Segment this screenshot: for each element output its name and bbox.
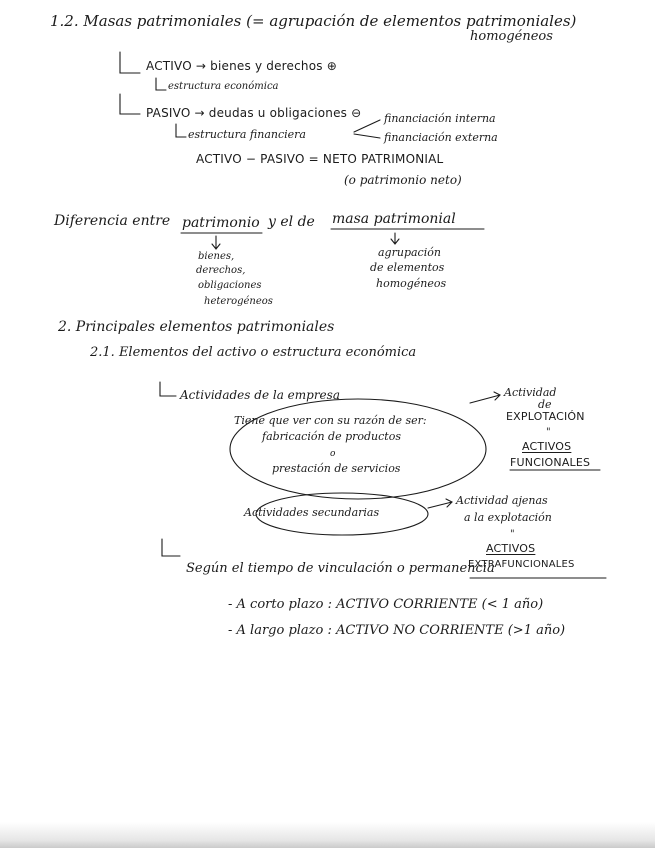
col2-line2: de elementos bbox=[370, 261, 445, 274]
razon-2: fabricación de productos bbox=[262, 430, 401, 443]
section-1-2-title-cont: homogéneos bbox=[470, 29, 553, 44]
col1-line3: obligaciones bbox=[198, 280, 262, 291]
formula: ACTIVO − PASIVO = NETO PATRIMONIAL bbox=[196, 152, 444, 166]
tiempo: Según el tiempo de vinculación o permanencia bbox=[186, 561, 495, 576]
difference-term1: patrimonio bbox=[182, 215, 260, 231]
arrow-ajenas bbox=[428, 499, 452, 508]
difference-middle: y el de bbox=[268, 214, 315, 230]
formula-note: (o patrimonio neto) bbox=[344, 173, 462, 187]
section-2-1-title: 2.1. Elementos del activo o estructura económica bbox=[90, 345, 417, 360]
col2-line3: homogéneos bbox=[376, 277, 447, 290]
eq-2: " bbox=[510, 529, 515, 540]
pasivo-sub-hook bbox=[176, 124, 186, 137]
corto-plazo: - A corto plazo : ACTIVO CORRIENTE (< 1 año) bbox=[228, 597, 544, 612]
arrow-down-1 bbox=[212, 236, 220, 249]
fin-arrow-down bbox=[354, 134, 380, 138]
activos-extra-1: ACTIVOS bbox=[486, 542, 536, 555]
fin-externa: financiación externa bbox=[384, 131, 498, 144]
col1-line1: bienes, bbox=[198, 251, 235, 262]
activos-func-1: ACTIVOS bbox=[522, 440, 572, 453]
pasivo-line: PASIVO → deudas u obligaciones ⊖ bbox=[146, 106, 362, 120]
activo-hook bbox=[120, 52, 140, 73]
actividades: Actividades de la empresa bbox=[180, 388, 340, 402]
section-2-title: 2. Principales elementos patrimoniales bbox=[58, 319, 335, 335]
ajenas-1: Actividad ajenas bbox=[456, 494, 548, 507]
activo-sub: estructura económica bbox=[168, 81, 279, 92]
difference-prefix: Diferencia entre bbox=[54, 213, 171, 229]
arrow-down-2 bbox=[391, 233, 399, 244]
razon: Tiene que ver con su razón de ser: bbox=[234, 414, 427, 427]
col1-line4: heterogéneos bbox=[204, 296, 273, 307]
actividades-hook bbox=[160, 382, 176, 396]
ajenas-2: a la explotación bbox=[464, 511, 552, 524]
secundarias: Actividades secundarias bbox=[244, 506, 380, 519]
razon-o: o bbox=[330, 449, 336, 459]
fin-interna: financiación interna bbox=[384, 112, 496, 125]
activos-extra-2: EXTRAFUNCIONALES bbox=[468, 559, 575, 570]
eq-1: " bbox=[546, 427, 551, 438]
tiempo-hook bbox=[162, 539, 180, 556]
difference-term2: masa patrimonial bbox=[332, 211, 456, 227]
activo-sub-hook bbox=[156, 78, 166, 90]
largo-plazo: - A largo plazo : ACTIVO NO CORRIENTE (>1 año) bbox=[228, 623, 566, 638]
act-explot-3: EXPLOTACIÓN bbox=[506, 410, 585, 423]
page-bottom-shadow bbox=[0, 822, 655, 848]
col1-line2: derechos, bbox=[196, 265, 246, 276]
fin-arrow-up bbox=[354, 120, 380, 132]
activos-func-2: FUNCIONALES bbox=[510, 456, 591, 469]
act-explot-2: de bbox=[538, 398, 552, 411]
act-explot-1: Actividad bbox=[504, 386, 557, 399]
arrow-explot bbox=[470, 392, 500, 403]
activo-line: ACTIVO → bienes y derechos ⊕ bbox=[146, 59, 337, 73]
razon-3: prestación de servicios bbox=[272, 462, 401, 475]
pasivo-hook bbox=[120, 94, 140, 114]
col2-line1: agrupación bbox=[378, 246, 441, 259]
pasivo-sub: estructura financiera bbox=[188, 128, 306, 141]
section-1-2-title: 1.2. Masas patrimoniales (= agrupación de elementos patrimoniales) bbox=[50, 12, 577, 30]
